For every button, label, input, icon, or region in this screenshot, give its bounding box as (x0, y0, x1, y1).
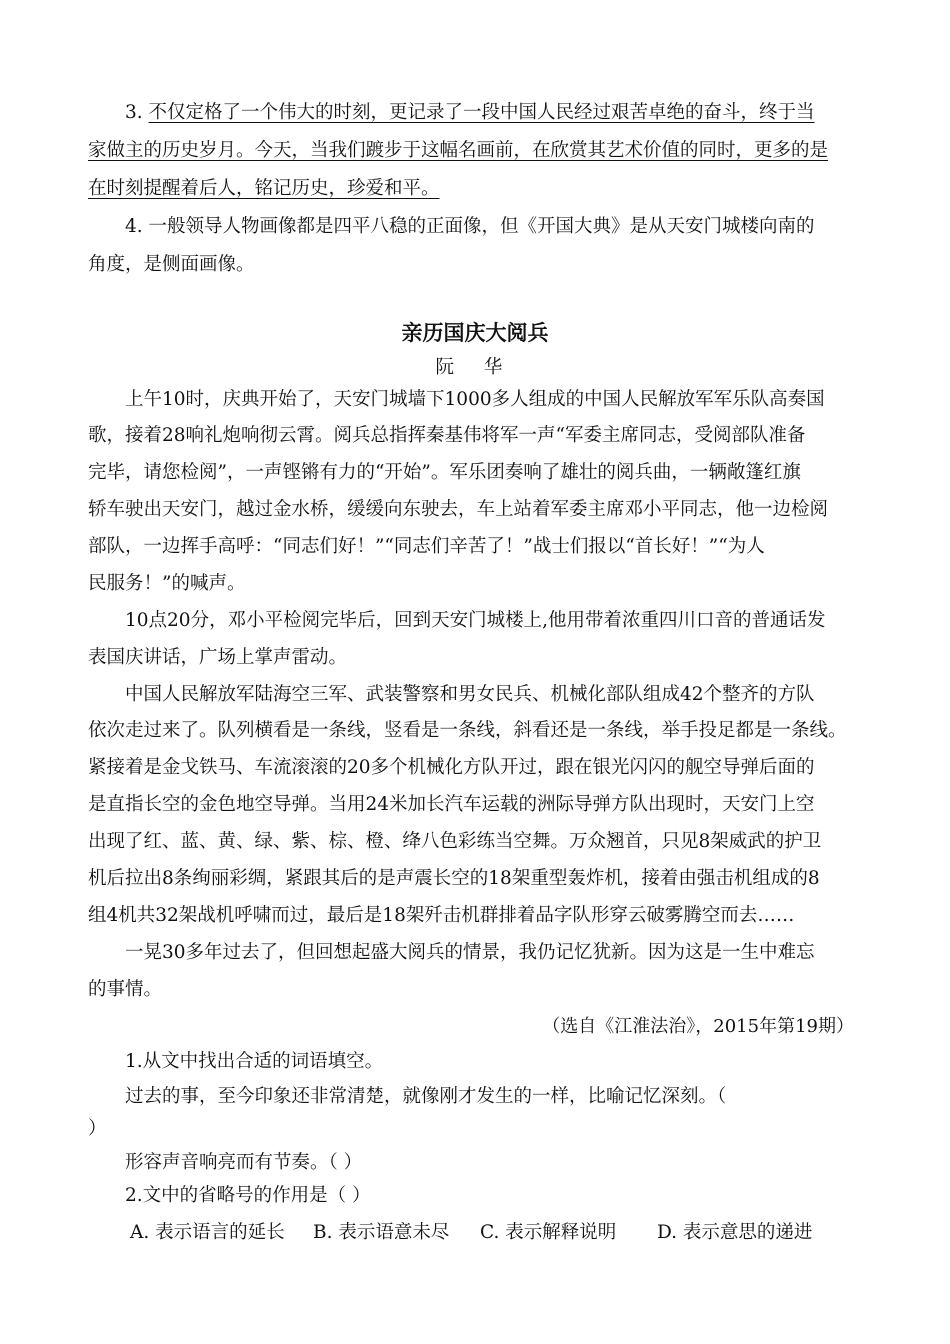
p1-line-5: 部队，一边挥手高呼：“同志们好！”“同志们辛苦了！”战士们报以“首长好！”“为人 (88, 536, 765, 557)
p2-line-2: 表国庆讲话，广场上掌声雷动。 (88, 647, 348, 668)
p2-line-1: 10点20分，邓小平检阅完毕后，回到天安门城楼上,他用带着浓重四川口音的普通话发 (125, 610, 826, 631)
p1-line-4: 轿车驶出天安门，越过金水桥，缓缓向东驶去，车上站着军委主席邓小平同志，他一边检阅 (88, 499, 829, 520)
p3-line-4: 是直指长空的金色地空导弹。当用24米加长汽车运载的洲际导弹方队出现时，天安门上空 (88, 794, 815, 815)
q1-a-line-2: ） (88, 1118, 107, 1139)
article-author: 阮 华 (435, 357, 515, 378)
p3-line-2: 依次走过来了。队列横看是一条线，竖看是一条线，斜看还是一条线，举手投足都是一条线。 (88, 720, 847, 741)
p3-line-5: 出现了红、蓝、黄、绿、紫、棕、橙、绛八色彩练当空舞。万众翘首，只见8架威武的护卫 (88, 831, 822, 852)
p1-line-6: 民服务！”的喊声。 (88, 573, 246, 594)
note-3-line-2: 家做主的历史岁月。今天，当我们踱步于这幅名画前，在欣赏其艺术价值的同时，更多的是 (88, 140, 829, 161)
q2-option-d: D. 表示意思的递进 (657, 1222, 813, 1243)
q1-b: 形容声音响亮而有节奏。（ ） (125, 1152, 363, 1173)
p3-line-1: 中国人民解放军陆海空三军、武装警察和男女民兵、机械化部队组成42个整齐的方队 (125, 684, 815, 705)
q2-option-a: A. 表示语言的延长 (130, 1222, 285, 1243)
note-3-line-3: 在时刻提醒着后人，铭记历史，珍爱和平。 (88, 178, 440, 199)
q2-stem: 2.文中的省略号的作用是（ ） (125, 1185, 371, 1206)
p1-line-3: 完毕，请您检阅”，一声铿锵有力的“开始”。军乐团奏响了雄壮的阅兵曲，一辆敞篷红旗 (88, 462, 801, 483)
note-3-line-1 (88, 101, 905, 125)
q2-option-b: B. 表示语意未尽 (313, 1222, 450, 1243)
q1-stem: 1.从文中找出合适的词语填空。 (125, 1051, 384, 1072)
p3-line-6: 机后拉出8条绚丽彩绸，紧跟其后的是声震长空的18架重型轰炸机，接着由强击机组成的8 (88, 868, 820, 889)
p4-line-1: 一晃30多年过去了，但回想起盛大阅兵的情景，我仍记忆犹新。因为这是一生中难忘 (125, 942, 815, 963)
note-3-text-1: 不仅定格了一个伟大的时刻，更记录了一段中国人民经过艰苦卓绝的奋斗，终于当 (148, 102, 815, 123)
article-source: （选自《江淮法治》，2015年第19期） (542, 1016, 854, 1037)
p1-line-1: 上午10时，庆典开始了，天安门城墙下1000多人组成的中国人民解放军军乐队高奏国 (125, 389, 825, 410)
note-3-number: 3. (125, 102, 149, 123)
q1-a-line-1: 过去的事，至今印象还非常清楚，就像刚才发生的一样，比喻记忆深刻。（ (125, 1086, 727, 1107)
note-4-line-2: 角度，是侧面画像。 (88, 254, 255, 275)
p1-line-2: 歌，接着28响礼炮响彻云霄。阅兵总指挥秦基伟将军一声“军委主席同志，受阅部队准备 (88, 425, 806, 446)
p3-line-3: 紧接着是金戈铁马、车流滚滚的20多个机械化方队开过，跟在银光闪闪的舰空导弹后面的 (88, 757, 815, 778)
note-4-line-1: 4. 一般领导人物画像都是四平八稳的正面像，但《开国大典》是从天安门城楼向南的 (125, 216, 815, 237)
p3-line-7: 组4机共32架战机呼啸而过，最后是18架歼击机群排着品字队形穿云破雾腾空而去…… (88, 905, 795, 926)
article-title: 亲历国庆大阅兵 (401, 321, 549, 345)
p4-line-2: 的事情。 (88, 979, 163, 1000)
q2-option-c: C. 表示解释说明 (480, 1222, 617, 1243)
